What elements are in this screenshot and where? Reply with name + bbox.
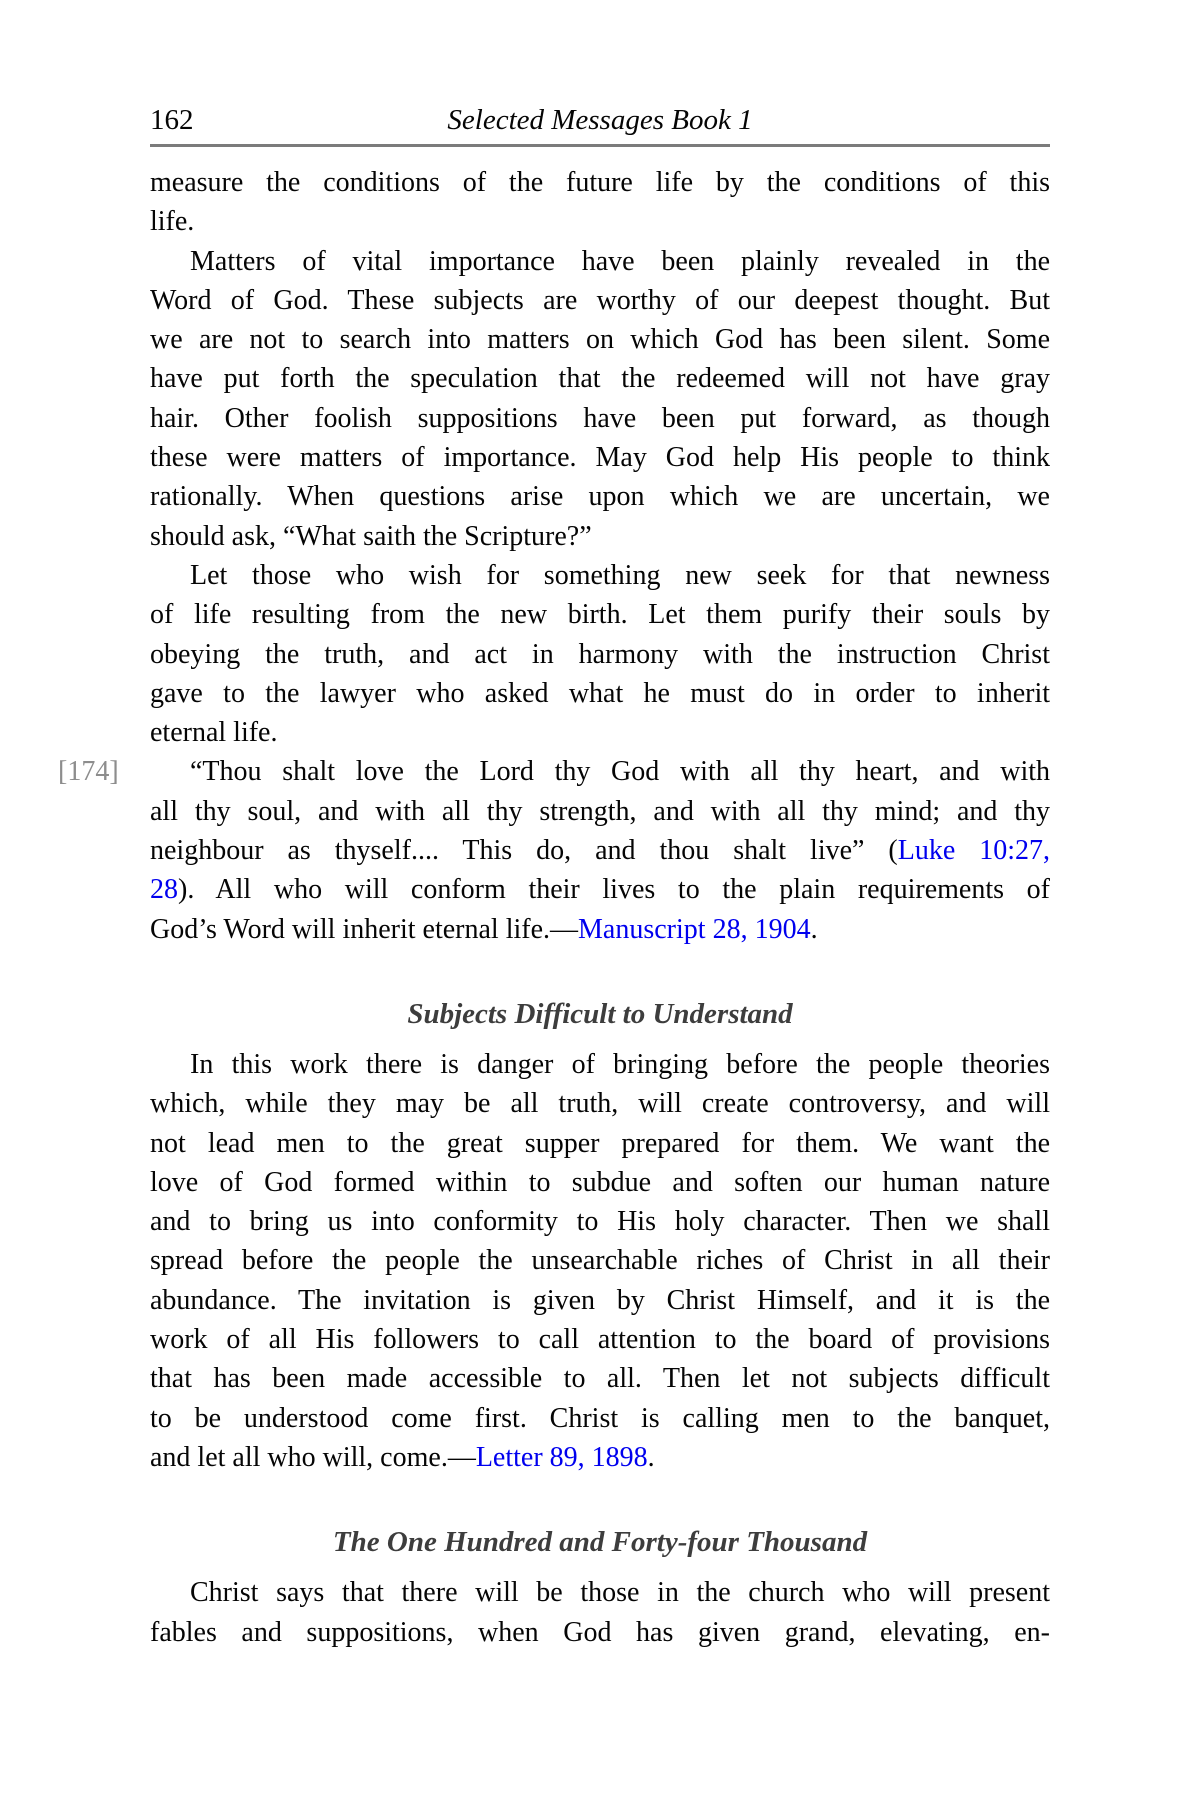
text-segment: “Thou shalt love the Lord thy God with all thy heart, and with: [190, 756, 1050, 788]
text-segment: life.: [150, 206, 195, 238]
text-segment: spread before the people the unsearchable riches of Christ in all their: [150, 1245, 1050, 1277]
text-segment: and to bring us into conformity to His holy character. Then we shall: [150, 1206, 1050, 1238]
text-line: [150, 1202, 1050, 1241]
text-line: [150, 320, 1050, 359]
section-heading: The One Hundred and Forty-four Thousand: [332, 1526, 868, 1559]
reference-link[interactable]: 28: [150, 874, 178, 906]
text-line: [150, 1163, 1050, 1202]
text-line: [150, 713, 1050, 752]
header-rule: [150, 144, 1050, 147]
section-heading: Subjects Difficult to Understand: [407, 997, 793, 1030]
text-line: [150, 1613, 1050, 1652]
text-segment: work of all His followers to call attention to the board of provisions: [150, 1324, 1050, 1356]
paragraph: [150, 242, 1050, 556]
text-line: [150, 399, 1050, 438]
book-title: Selected Messages Book 1: [447, 104, 753, 136]
text-line: [150, 1124, 1050, 1163]
text-segment: obeying the truth, and act in harmony with the instruction Christ: [150, 638, 1050, 670]
text-segment: .: [647, 1441, 655, 1473]
text-segment: abundance. The invitation is given by Christ Himself, and it is the: [150, 1284, 1050, 1316]
text-line: [150, 870, 1050, 909]
page-break-marker: [174]: [58, 756, 119, 788]
text-line: [150, 595, 1050, 634]
reference-link[interactable]: Luke 10:27,: [897, 835, 1050, 867]
text-segment: that has been made accessible to all. Then let not subjects difficult: [150, 1363, 1050, 1395]
text-line: [150, 831, 1050, 870]
text-segment: fables and suppositions, when God has given grand, elevating, en-: [150, 1616, 1050, 1648]
text-column: [58, 0, 1050, 1652]
text-segment: hair. Other foolish suppositions have been put forward, as though: [150, 402, 1050, 434]
text-line: [150, 1045, 1050, 1084]
text-segment: not lead men to the great supper prepared for them. We want the: [150, 1127, 1050, 1159]
text-segment: Christ says that there will be those in the church who will present: [190, 1577, 1050, 1609]
text-line: [150, 1084, 1050, 1123]
text-line: [150, 1281, 1050, 1320]
text-line: [150, 517, 1050, 556]
text-segment: to be understood come first. Christ is calling men to the banquet,: [150, 1402, 1050, 1434]
text-line: [150, 792, 1050, 831]
text-line: [150, 910, 1050, 949]
text-segment: gave to the lawyer who asked what he must do in order to inherit: [150, 677, 1050, 709]
text-line: [150, 1399, 1050, 1438]
text-line: [150, 1438, 1050, 1477]
text-segment: measure the conditions of the future life by the conditions of this: [150, 167, 1050, 198]
text-line: [150, 281, 1050, 320]
text-line: [150, 242, 1050, 281]
page-body: [58, 163, 1050, 1652]
running-header: [150, 0, 1050, 137]
reference-link[interactable]: Manuscript 28, 1904: [578, 913, 811, 945]
text-segment: Word of God. These subjects are worthy of our deepest thought. But: [150, 284, 1050, 316]
text-segment: and let all who will, come.—: [150, 1441, 476, 1473]
reference-link[interactable]: Letter 89, 1898: [475, 1441, 648, 1473]
paragraph: [150, 1045, 1050, 1477]
text-segment: God’s Word will inherit eternal life.—: [150, 913, 579, 945]
text-line: [150, 202, 1050, 241]
text-line: [150, 674, 1050, 713]
text-line: [150, 635, 1050, 674]
text-line: [150, 1320, 1050, 1359]
text-line: [150, 163, 1050, 202]
text-segment: ). All who will conform their lives to the plain requirements of: [178, 874, 1050, 906]
text-segment: eternal life.: [150, 717, 278, 749]
text-segment: which, while they may be all truth, will create controversy, and will: [150, 1088, 1050, 1120]
paragraph: [150, 163, 1050, 242]
text-segment: In this work there is danger of bringing before the people theories: [190, 1048, 1050, 1080]
text-line: [150, 359, 1050, 398]
text-segment: rationally. When questions arise upon which we are uncertain, we: [150, 481, 1050, 513]
text-segment: love of God formed within to subdue and soften our human nature: [150, 1166, 1050, 1198]
text-segment: Matters of vital importance have been plainly revealed in the: [190, 245, 1050, 277]
page-number: 162: [150, 104, 194, 136]
text-segment: Let those who wish for something new seek for that newness: [190, 559, 1050, 591]
text-line: [150, 438, 1050, 477]
text-line: [150, 1241, 1050, 1280]
text-segment: we are not to search into matters on which God has been silent. Some: [150, 324, 1050, 356]
text-segment: these were matters of importance. May God help His people to think: [150, 442, 1050, 474]
paragraph: [150, 556, 1050, 752]
text-line: [150, 1359, 1050, 1398]
paragraph: [58, 752, 1050, 948]
text-line: [150, 1573, 1050, 1612]
text-line: [150, 752, 1050, 791]
paragraph: [150, 1573, 1050, 1652]
text-segment: should ask, “What saith the Scripture?”: [150, 520, 592, 552]
text-segment: have put forth the speculation that the redeemed will not have gray: [150, 363, 1050, 395]
text-line: [150, 477, 1050, 516]
text-segment: .: [810, 913, 818, 945]
text-line: [150, 556, 1050, 595]
text-segment: neighbour as thyself.... This do, and thou shalt live” (: [150, 835, 898, 867]
text-segment: of life resulting from the new birth. Let them purify their souls by: [150, 599, 1050, 631]
text-segment: all thy soul, and with all thy strength, and with all thy mind; and thy: [150, 795, 1050, 827]
